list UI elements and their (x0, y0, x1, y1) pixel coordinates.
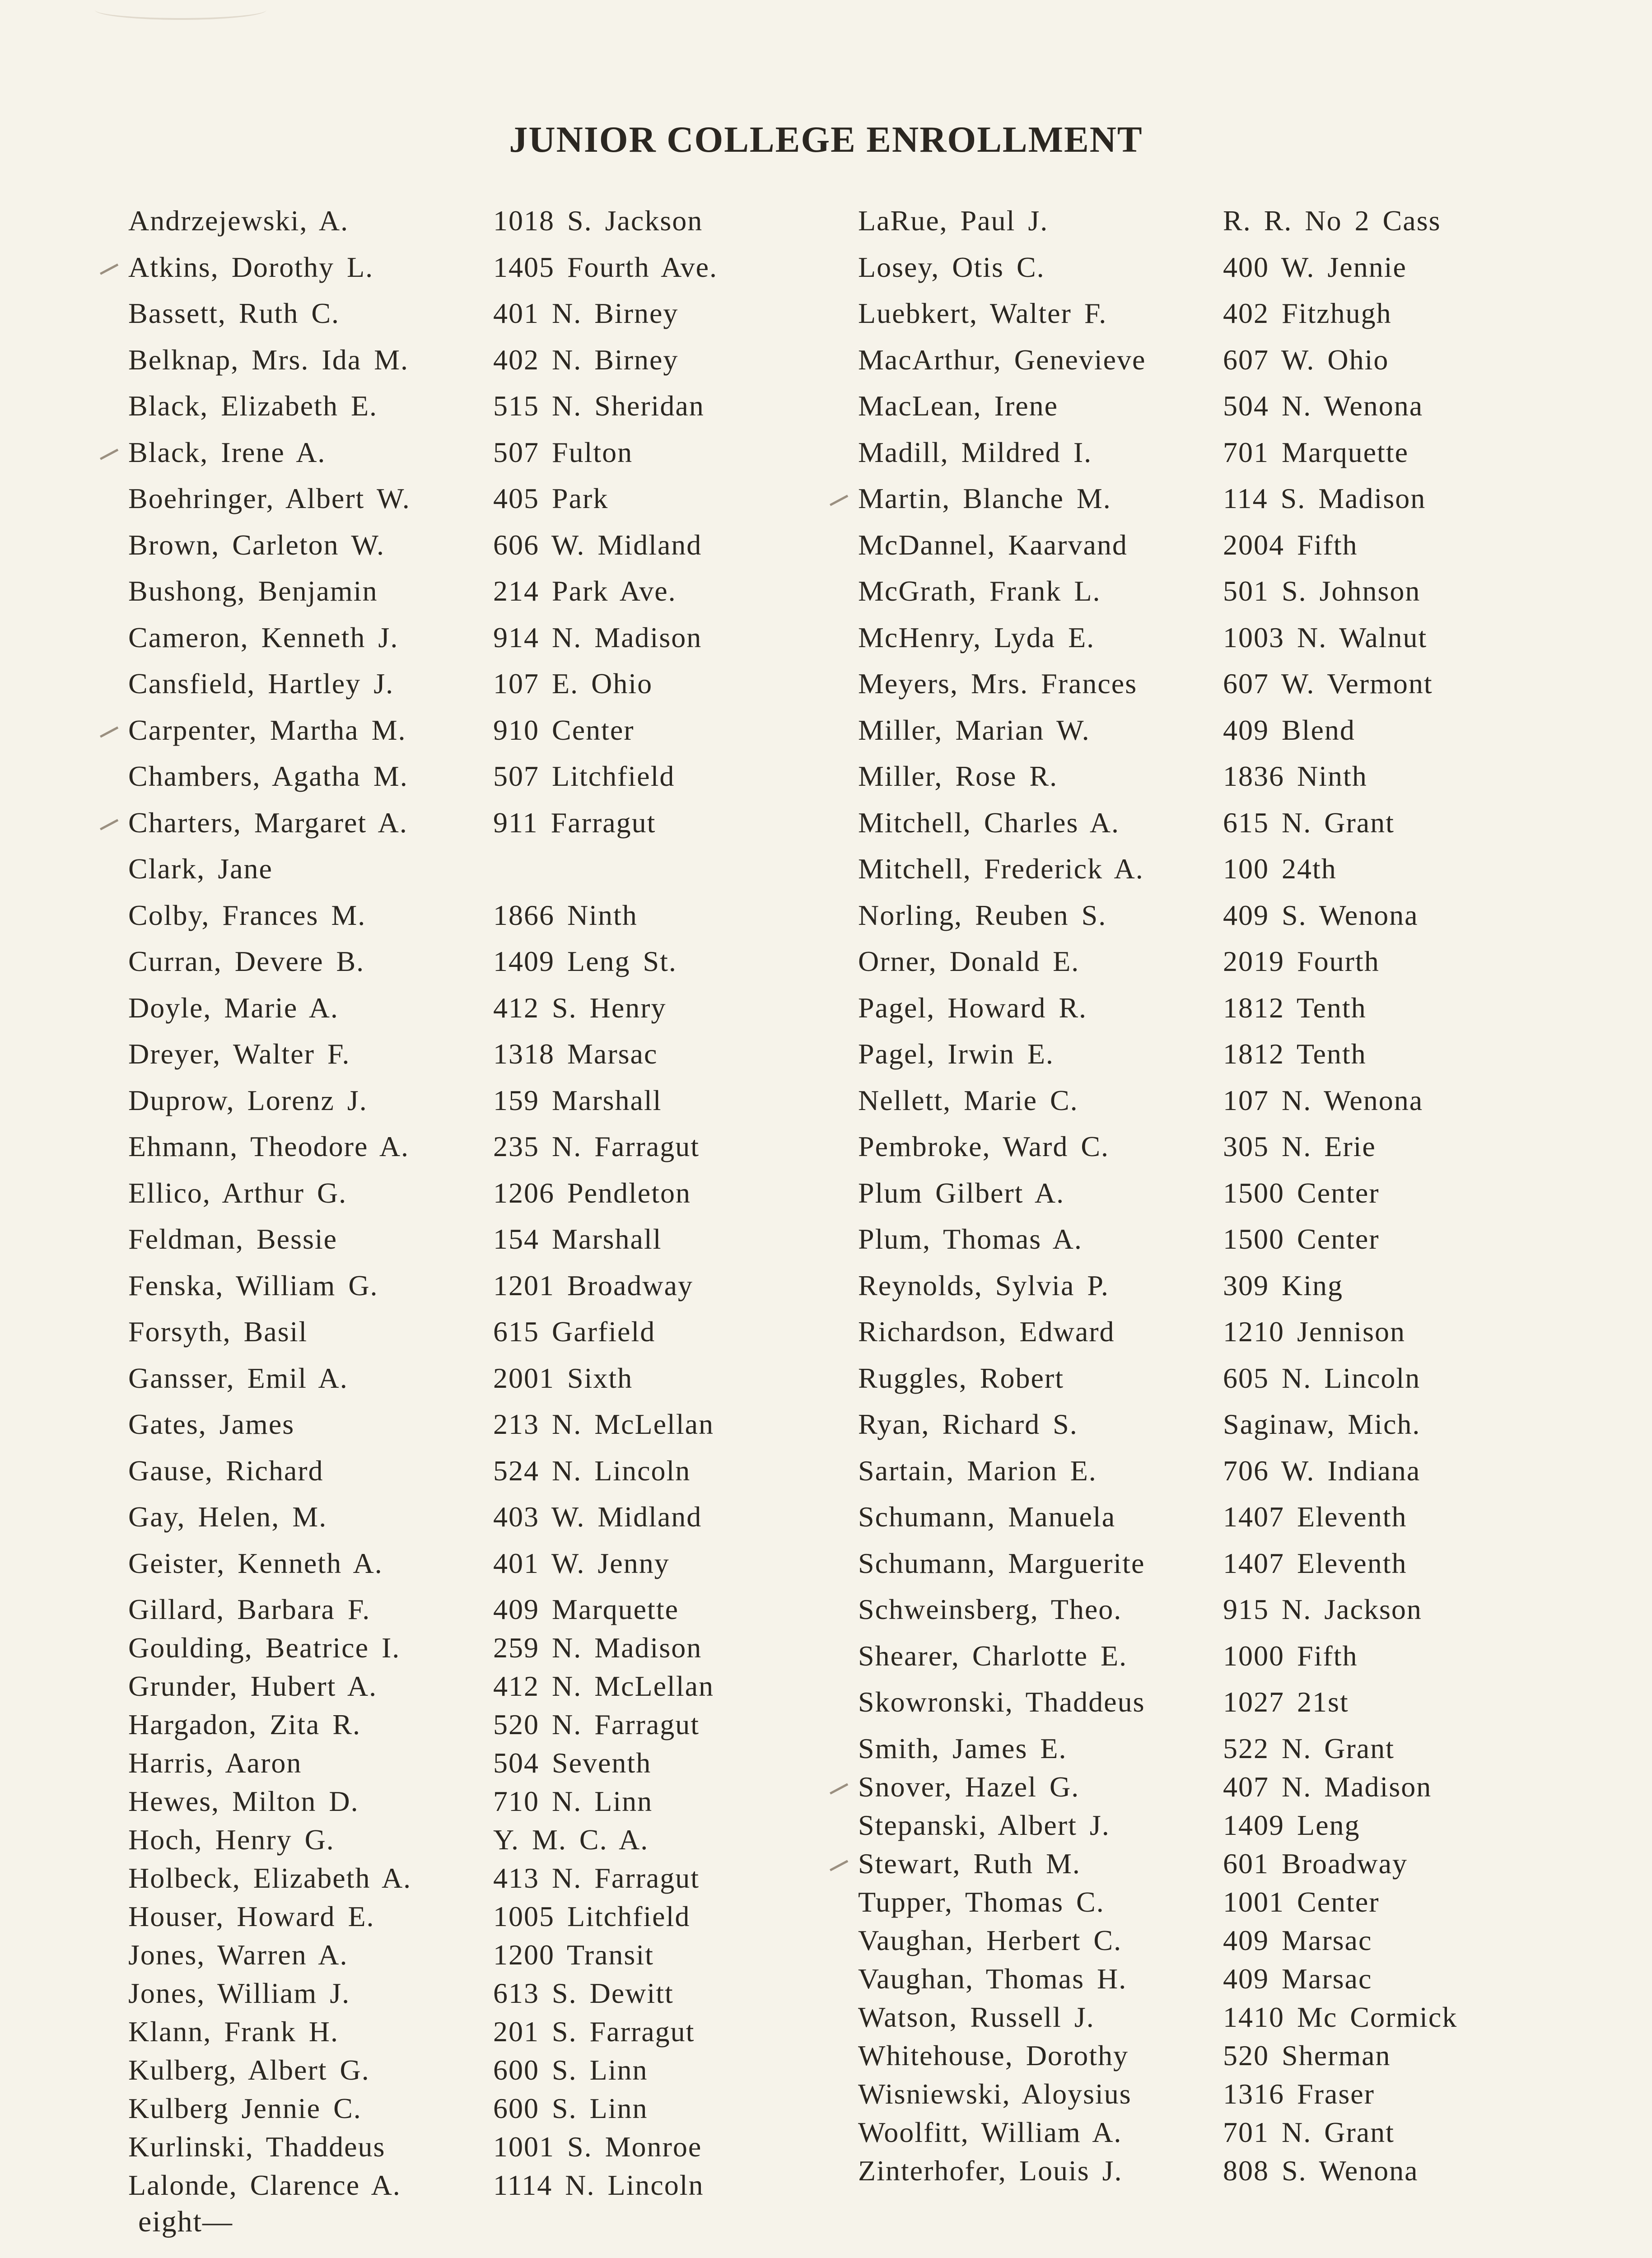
list-item (128, 1176, 869, 1223)
list-item (858, 297, 1599, 343)
list-item (128, 1670, 869, 1708)
student-address: 405 Park (493, 482, 609, 514)
student-address: 401 N. Birney (493, 297, 679, 329)
student-name: Cameron, Kenneth J. (128, 621, 399, 653)
list-item (858, 2077, 1599, 2116)
student-address: 1206 Pendleton (493, 1176, 691, 1209)
list-item (858, 2001, 1599, 2039)
student-name: Plum Gilbert A. (858, 1176, 1065, 1209)
student-name: Duprow, Lorenz J. (128, 1084, 368, 1116)
list-item (858, 204, 1599, 251)
student-address: 522 N. Grant (1223, 1732, 1395, 1764)
student-address: 504 Seventh (493, 1747, 652, 1779)
student-name: Curran, Devere B. (128, 945, 365, 977)
student-address: 201 S. Farragut (493, 2015, 695, 2048)
student-address: 808 S. Wenona (1223, 2154, 1419, 2187)
list-item (128, 1084, 869, 1130)
list-item (128, 1631, 869, 1670)
student-address: 309 King (1223, 1269, 1343, 1302)
pencil-smudge (95, 0, 266, 20)
student-name: McHenry, Lyda E. (858, 621, 1095, 653)
student-address: R. R. No 2 Cass (1223, 205, 1441, 237)
list-item (128, 899, 869, 945)
student-address: 605 N. Lincoln (1223, 1362, 1421, 1394)
student-address: 501 S. Johnson (1223, 575, 1421, 607)
student-name: Smith, James E. (858, 1732, 1067, 1764)
student-name: Dreyer, Walter F. (128, 1038, 350, 1070)
student-address: 107 E. Ohio (493, 667, 653, 700)
list-item (858, 1315, 1599, 1362)
list-item (128, 1269, 869, 1316)
student-name: Miller, Rose R. (858, 760, 1058, 792)
student-address: 701 N. Grant (1223, 2116, 1395, 2148)
list-item (858, 251, 1599, 297)
student-name: Kulberg, Albert G. (128, 2054, 370, 2086)
list-item (128, 1037, 869, 1084)
student-name: Klann, Frank H. (128, 2015, 339, 2048)
list-item (858, 1885, 1599, 1924)
list-item (858, 1732, 1599, 1770)
list-item (128, 1900, 869, 1938)
student-address: 214 Park Ave. (493, 575, 677, 607)
student-name: Atkins, Dorothy L. (128, 251, 374, 283)
student-name: Meyers, Mrs. Frances (858, 667, 1138, 700)
student-name: Brown, Carleton W. (128, 528, 385, 561)
student-address: 915 N. Jackson (1223, 1593, 1422, 1625)
page-title: JUNIOR COLLEGE ENROLLMENT (509, 119, 1143, 160)
student-address: 1410 Mc Cormick (1223, 2001, 1458, 2033)
list-item (858, 1130, 1599, 1176)
list-item (128, 2130, 869, 2169)
list-item (858, 1639, 1599, 1686)
student-name: Stewart, Ruth M. (858, 1847, 1081, 1880)
list-item (128, 667, 869, 714)
student-address: 520 N. Farragut (493, 1708, 700, 1740)
student-address: 601 Broadway (1223, 1847, 1408, 1880)
student-address: 1200 Transit (493, 1939, 654, 1971)
student-address: 1210 Jennison (1223, 1316, 1405, 1348)
student-address: 1316 Fraser (1223, 2077, 1375, 2110)
student-address: 607 W. Vermont (1223, 667, 1433, 700)
list-item (128, 2015, 869, 2053)
student-name: Bassett, Ruth C. (128, 297, 340, 329)
list-item (858, 436, 1599, 482)
student-address: 1866 Ninth (493, 899, 638, 931)
list-item (128, 1362, 869, 1408)
student-name: MacArthur, Genevieve (858, 343, 1146, 376)
list-item (128, 528, 869, 575)
student-name: Sartain, Marion E. (858, 1454, 1097, 1487)
student-name: Kurlinski, Thaddeus (128, 2131, 386, 2163)
list-item (858, 1269, 1599, 1316)
student-name: Nellett, Marie C. (858, 1084, 1078, 1116)
student-address: 409 S. Wenona (1223, 899, 1419, 931)
student-address: 507 Fulton (493, 436, 633, 468)
student-name: Chambers, Agatha M. (128, 760, 408, 792)
list-item (858, 2154, 1599, 2193)
student-name: Orner, Donald E. (858, 945, 1080, 977)
student-address: 407 N. Madison (1223, 1770, 1432, 1803)
student-name: Pembroke, Ward C. (858, 1130, 1110, 1162)
list-item (128, 1823, 869, 1861)
student-address: 1000 Fifth (1223, 1639, 1358, 1672)
student-address: 1812 Tenth (1223, 1038, 1367, 1070)
student-name: Charters, Margaret A. (128, 806, 408, 839)
student-address: 2004 Fifth (1223, 528, 1358, 561)
student-name: Hargadon, Zita R. (128, 1708, 361, 1740)
list-item (858, 1222, 1599, 1269)
student-address: 701 Marquette (1223, 436, 1409, 468)
list-item (858, 1685, 1599, 1732)
student-address: 213 N. McLellan (493, 1408, 714, 1440)
student-address: 409 Marsac (1223, 1962, 1372, 1995)
list-item (128, 806, 869, 853)
student-name: Ellico, Arthur G. (128, 1176, 347, 1209)
student-address: 412 N. McLellan (493, 1670, 714, 1702)
student-address: 1836 Ninth (1223, 760, 1367, 792)
student-address: 1001 S. Monroe (493, 2131, 702, 2163)
list-item (858, 482, 1599, 528)
list-item (858, 343, 1599, 390)
list-item (858, 1593, 1599, 1639)
list-item (858, 852, 1599, 899)
student-name: Belknap, Mrs. Ida M. (128, 343, 409, 376)
student-name: Doyle, Marie A. (128, 991, 339, 1024)
list-item (858, 2116, 1599, 2154)
student-name: Gansser, Emil A. (128, 1362, 348, 1394)
list-item (128, 945, 869, 991)
student-name: Pagel, Howard R. (858, 991, 1087, 1024)
list-item (858, 1408, 1599, 1454)
pencil-check-mark (100, 819, 121, 834)
student-address: 403 W. Midland (493, 1501, 702, 1533)
student-name: Vaughan, Thomas H. (858, 1962, 1127, 1995)
student-address: 524 N. Lincoln (493, 1454, 691, 1487)
student-address: 1407 Eleventh (1223, 1547, 1407, 1579)
student-name: Luebkert, Walter F. (858, 297, 1107, 329)
student-name: Gause, Richard (128, 1454, 324, 1487)
student-address: 615 N. Grant (1223, 806, 1395, 839)
student-name: Skowronski, Thaddeus (858, 1686, 1145, 1718)
student-address: 1409 Leng St. (493, 945, 677, 977)
student-name: Ruggles, Robert (858, 1362, 1064, 1394)
student-name: Tupper, Thomas C. (858, 1885, 1105, 1918)
list-item (858, 1037, 1599, 1084)
student-address: 2001 Sixth (493, 1362, 633, 1394)
student-name: Geister, Kenneth A. (128, 1547, 383, 1579)
student-address: 259 N. Madison (493, 1632, 702, 1664)
list-item (858, 1084, 1599, 1130)
list-item (858, 528, 1599, 575)
student-name: Shearer, Charlotte E. (858, 1639, 1128, 1672)
student-address: 1409 Leng (1223, 1809, 1360, 1841)
student-name: LaRue, Paul J. (858, 205, 1049, 237)
student-address: 159 Marshall (493, 1084, 662, 1116)
student-name: Fenska, William G. (128, 1269, 378, 1302)
list-item (128, 1454, 869, 1501)
student-address: 409 Blend (1223, 714, 1355, 746)
list-item (858, 1176, 1599, 1223)
student-name: Miller, Marian W. (858, 714, 1090, 746)
student-address: 914 N. Madison (493, 621, 702, 653)
student-address: 1114 N. Lincoln (493, 2169, 704, 2201)
list-item (128, 1746, 869, 1785)
student-name: Gay, Helen, M. (128, 1501, 327, 1533)
student-address: 1500 Center (1223, 1176, 1380, 1209)
student-name: Schumann, Manuela (858, 1501, 1116, 1533)
student-name: Feldman, Bessie (128, 1223, 338, 1255)
list-item (128, 482, 869, 528)
list-item (858, 1809, 1599, 1847)
student-address: 706 W. Indiana (1223, 1454, 1421, 1487)
list-item (128, 852, 869, 899)
list-item (128, 1977, 869, 2015)
student-name: Harris, Aaron (128, 1747, 302, 1779)
student-address: 409 Marquette (493, 1593, 679, 1625)
student-address: Y. M. C. A. (493, 1824, 649, 1856)
student-address: 235 N. Farragut (493, 1130, 700, 1162)
student-name: Holbeck, Elizabeth A. (128, 1862, 412, 1894)
student-name: Cansfield, Hartley J. (128, 667, 394, 700)
list-item (128, 574, 869, 621)
list-item (858, 806, 1599, 853)
student-address: 1018 S. Jackson (493, 205, 703, 237)
list-item (858, 899, 1599, 945)
student-address: 1407 Eleventh (1223, 1501, 1407, 1533)
list-item (858, 574, 1599, 621)
list-item (858, 1362, 1599, 1408)
list-item (128, 389, 869, 436)
list-item (128, 991, 869, 1038)
student-address: 520 Sherman (1223, 2039, 1391, 2071)
student-address: 1201 Broadway (493, 1269, 694, 1302)
student-address: 910 Center (493, 714, 635, 746)
student-name: Houser, Howard E. (128, 1900, 375, 1932)
list-item (858, 1847, 1599, 1885)
student-address: 1405 Fourth Ave. (493, 251, 718, 283)
list-item (128, 343, 869, 390)
student-name: Lalonde, Clarence A. (128, 2169, 401, 2201)
student-name: Colby, Frances M. (128, 899, 366, 931)
student-address: 615 Garfield (493, 1316, 656, 1348)
student-address: 154 Marshall (493, 1223, 662, 1255)
list-item (128, 251, 869, 297)
list-item (858, 1547, 1599, 1593)
list-item (858, 991, 1599, 1038)
student-address: 114 S. Madison (1223, 482, 1426, 514)
list-item (128, 1547, 869, 1593)
student-address: 1005 Litchfield (493, 1900, 691, 1932)
list-item (128, 1130, 869, 1176)
student-address: Saginaw, Mich. (1223, 1408, 1421, 1440)
list-item (128, 2092, 869, 2130)
student-address: 1027 21st (1223, 1686, 1349, 1718)
student-name: Black, Irene A. (128, 436, 326, 468)
student-address: 401 W. Jenny (493, 1547, 670, 1579)
student-name: Clark, Jane (128, 853, 273, 885)
list-item (128, 1500, 869, 1547)
student-address: 504 N. Wenona (1223, 390, 1423, 422)
student-name: Schumann, Marguerite (858, 1547, 1145, 1579)
student-name: Zinterhofer, Louis J. (858, 2154, 1123, 2187)
student-name: Ehmann, Theodore A. (128, 1130, 410, 1162)
list-item (128, 714, 869, 760)
student-name: Grunder, Hubert A. (128, 1670, 378, 1702)
list-item (128, 204, 869, 251)
student-address: 409 Marsac (1223, 1924, 1372, 1956)
student-name: Jones, Warren A. (128, 1939, 348, 1971)
list-item (858, 714, 1599, 760)
student-address: 613 S. Dewitt (493, 1977, 674, 2009)
student-address: 402 Fitzhugh (1223, 297, 1392, 329)
student-address: 1500 Center (1223, 1223, 1380, 1255)
student-name: Andrzejewski, A. (128, 205, 349, 237)
student-name: Losey, Otis C. (858, 251, 1045, 283)
student-name: Ryan, Richard S. (858, 1408, 1078, 1440)
student-name: Mitchell, Frederick A. (858, 853, 1144, 885)
student-address: 507 Litchfield (493, 760, 675, 792)
student-name: Forsyth, Basil (128, 1316, 308, 1348)
student-name: McDannel, Kaarvand (858, 528, 1128, 561)
list-item (128, 1408, 869, 1454)
list-item (858, 1770, 1599, 1809)
pencil-check-mark (100, 263, 121, 279)
student-name: Hewes, Milton D. (128, 1785, 359, 1817)
student-address: 1003 N. Walnut (1223, 621, 1428, 653)
student-address: 607 W. Ohio (1223, 343, 1389, 376)
list-item (858, 621, 1599, 667)
student-address: 515 N. Sheridan (493, 390, 705, 422)
list-item (858, 2039, 1599, 2077)
enrollment-column-right (858, 204, 1599, 2193)
list-item (128, 1938, 869, 1977)
student-name: Vaughan, Herbert C. (858, 1924, 1122, 1956)
list-item (128, 2169, 869, 2207)
list-item (858, 1924, 1599, 1962)
list-item (128, 436, 869, 482)
student-address: 600 S. Linn (493, 2092, 648, 2124)
list-item (858, 1454, 1599, 1501)
student-address: 1318 Marsac (493, 1038, 658, 1070)
student-name: Mitchell, Charles A. (858, 806, 1120, 839)
student-address: 600 S. Linn (493, 2054, 648, 2086)
student-address: 2019 Fourth (1223, 945, 1380, 977)
list-item (128, 760, 869, 806)
student-name: Snover, Hazel G. (858, 1770, 1080, 1803)
student-name: Richardson, Edward (858, 1316, 1115, 1348)
student-name: Plum, Thomas A. (858, 1223, 1083, 1255)
list-item (128, 1708, 869, 1746)
student-address: 402 N. Birney (493, 343, 679, 376)
list-item (858, 667, 1599, 714)
student-name: Stepanski, Albert J. (858, 1809, 1110, 1841)
student-name: Kulberg Jennie C. (128, 2092, 362, 2124)
list-item (858, 1962, 1599, 2001)
student-name: Boehringer, Albert W. (128, 482, 411, 514)
page-number-footer: eight— (138, 2205, 233, 2238)
list-item (128, 1593, 869, 1631)
list-item (858, 760, 1599, 806)
student-address: 413 N. Farragut (493, 1862, 700, 1894)
student-name: Pagel, Irwin E. (858, 1038, 1054, 1070)
list-item (128, 621, 869, 667)
student-address: 911 Farragut (493, 806, 656, 839)
student-address: 100 24th (1223, 853, 1337, 885)
student-name: McGrath, Frank L. (858, 575, 1101, 607)
student-name: Hoch, Henry G. (128, 1824, 335, 1856)
list-item (128, 297, 869, 343)
student-name: Madill, Mildred I. (858, 436, 1092, 468)
student-name: Martin, Blanche M. (858, 482, 1111, 514)
student-name: Whitehouse, Dorothy (858, 2039, 1129, 2071)
student-address: 400 W. Jennie (1223, 251, 1407, 283)
list-item (128, 2053, 869, 2092)
student-name: Bushong, Benjamin (128, 575, 378, 607)
list-item (858, 389, 1599, 436)
list-item (128, 1861, 869, 1900)
student-name: Carpenter, Martha M. (128, 714, 406, 746)
student-name: Gillard, Barbara F. (128, 1593, 371, 1625)
student-address: 107 N. Wenona (1223, 1084, 1423, 1116)
student-name: Norling, Reuben S. (858, 899, 1107, 931)
student-name: Schweinsberg, Theo. (858, 1593, 1122, 1625)
student-name: Black, Elizabeth E. (128, 390, 378, 422)
list-item (858, 1500, 1599, 1547)
list-item (128, 1315, 869, 1362)
student-address: 606 W. Midland (493, 528, 702, 561)
list-item (128, 1785, 869, 1823)
student-address: 412 S. Henry (493, 991, 667, 1024)
student-name: Goulding, Beatrice I. (128, 1632, 401, 1664)
list-item (858, 945, 1599, 991)
student-name: MacLean, Irene (858, 390, 1059, 422)
student-name: Reynolds, Sylvia P. (858, 1269, 1109, 1302)
pencil-check-mark (100, 448, 121, 464)
student-address: 1812 Tenth (1223, 991, 1367, 1024)
list-item (128, 1222, 869, 1269)
student-address: 710 N. Linn (493, 1785, 653, 1817)
student-name: Watson, Russell J. (858, 2001, 1095, 2033)
student-address: 1001 Center (1223, 1885, 1380, 1918)
student-name: Wisniewski, Aloysius (858, 2077, 1132, 2110)
pencil-check-mark (100, 726, 121, 742)
student-name: Woolfitt, William A. (858, 2116, 1122, 2148)
student-name: Jones, William J. (128, 1977, 350, 2009)
student-address: 305 N. Erie (1223, 1130, 1376, 1162)
enrollment-column-left (128, 204, 869, 2207)
student-name: Gates, James (128, 1408, 295, 1440)
